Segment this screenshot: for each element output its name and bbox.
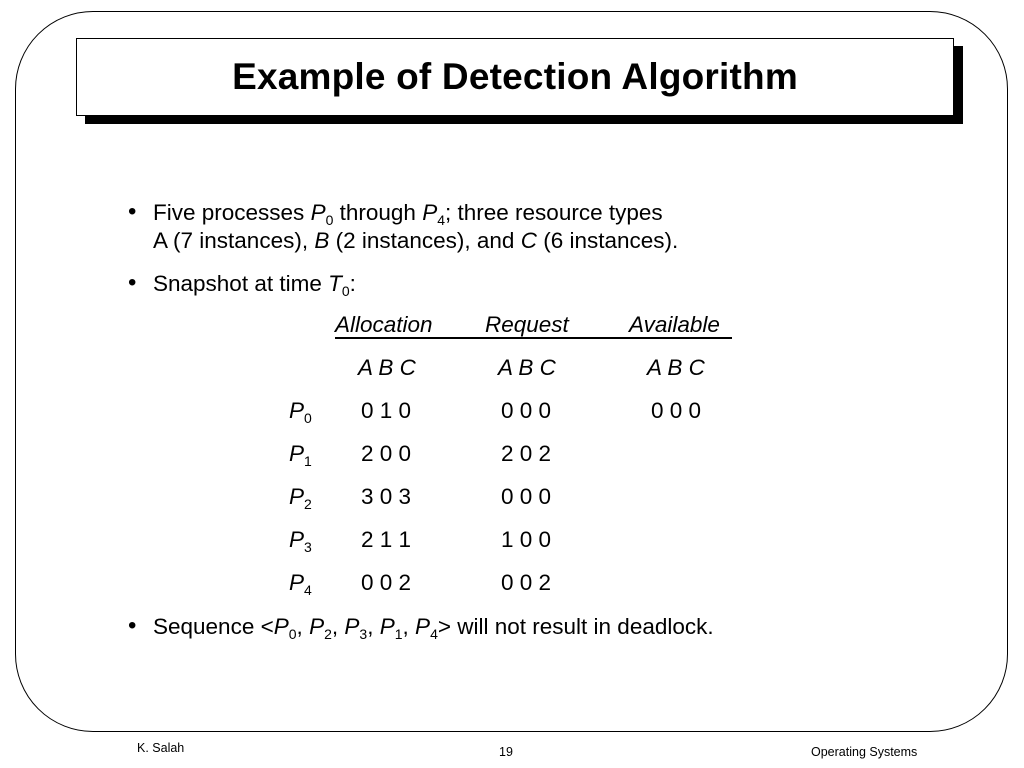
subscript: 3 <box>359 626 368 642</box>
process-var: P <box>422 200 438 225</box>
header-request: Request <box>485 312 569 337</box>
subscript: 2 <box>324 626 332 642</box>
row-label <box>289 441 312 467</box>
allocation-cell: 2 1 1 <box>361 527 412 552</box>
bullet-dot: • <box>128 612 137 639</box>
process-var: P <box>379 614 395 639</box>
request-cell: 0 0 2 <box>501 570 552 595</box>
process-var: P <box>289 484 305 509</box>
text: (6 instances). <box>536 228 679 253</box>
subscript: 4 <box>304 582 312 598</box>
subscript: 0 <box>288 626 297 642</box>
process-var: P <box>310 200 326 225</box>
request-cell: 0 0 0 <box>501 398 552 423</box>
subscript: 4 <box>437 212 446 228</box>
footer-page-number: 19 <box>499 745 513 759</box>
process-var: P <box>289 570 305 595</box>
header-available: Available <box>629 312 720 337</box>
separator: , <box>402 614 416 639</box>
separator: , <box>367 614 380 639</box>
text: : <box>349 271 356 296</box>
allocation-cell: 2 0 0 <box>361 441 412 466</box>
process-var: P <box>309 614 325 639</box>
bullet-dot: • <box>128 269 137 296</box>
subscript: 0 <box>341 283 350 299</box>
bullet-1-line-2 <box>153 227 678 255</box>
available-cell: 0 0 0 <box>651 398 702 423</box>
subheader-request: A B C <box>498 355 556 380</box>
subscript: 0 <box>325 212 334 228</box>
allocation-cell: 0 0 2 <box>361 570 412 595</box>
bullet-dot: • <box>128 198 137 225</box>
header-underline <box>335 337 732 339</box>
subscript: 0 <box>304 410 312 426</box>
subscript: 1 <box>394 626 403 642</box>
request-cell: 2 0 2 <box>501 441 552 466</box>
resource-var: B <box>314 228 330 253</box>
allocation-cell: 0 1 0 <box>361 398 412 423</box>
time-var: T <box>328 271 342 296</box>
footer-author: K. Salah <box>137 741 185 755</box>
bullet-2-text <box>153 270 356 298</box>
bullet-1-line-1 <box>153 199 663 227</box>
separator: , <box>331 614 345 639</box>
subheader-allocation: A B C <box>358 355 416 380</box>
process-var: P <box>289 441 305 466</box>
process-var: P <box>273 614 289 639</box>
process-var: P <box>289 398 305 423</box>
text: ; three resource types <box>445 200 663 225</box>
resource-var: C <box>520 228 537 253</box>
text: > will not result in deadlock. <box>437 614 714 639</box>
text: A (7 instances), <box>153 228 315 253</box>
text: Snapshot at time <box>153 271 329 296</box>
subscript: 1 <box>304 453 312 469</box>
subheader-available: A B C <box>647 355 705 380</box>
header-allocation: Allocation <box>335 312 433 337</box>
text: Sequence < <box>153 614 274 639</box>
subscript: 4 <box>430 626 438 642</box>
bullet-3-text <box>153 613 714 641</box>
text: through <box>333 200 423 225</box>
process-var: P <box>289 527 305 552</box>
row-label <box>289 484 312 510</box>
subscript: 3 <box>304 539 312 555</box>
separator: , <box>296 614 310 639</box>
text: Five processes <box>153 200 311 225</box>
request-cell: 1 0 0 <box>501 527 552 552</box>
subscript: 2 <box>304 496 312 512</box>
footer-course: Operating Systems <box>811 745 918 759</box>
allocation-cell: 3 0 3 <box>361 484 412 509</box>
row-label <box>289 527 312 553</box>
text: (2 instances), and <box>329 228 521 253</box>
request-cell: 0 0 0 <box>501 484 552 509</box>
row-label <box>289 398 312 424</box>
row-label <box>289 570 312 596</box>
process-var: P <box>415 614 431 639</box>
process-var: P <box>344 614 360 639</box>
slide-title: Example of Detection Algorithm <box>232 56 798 97</box>
